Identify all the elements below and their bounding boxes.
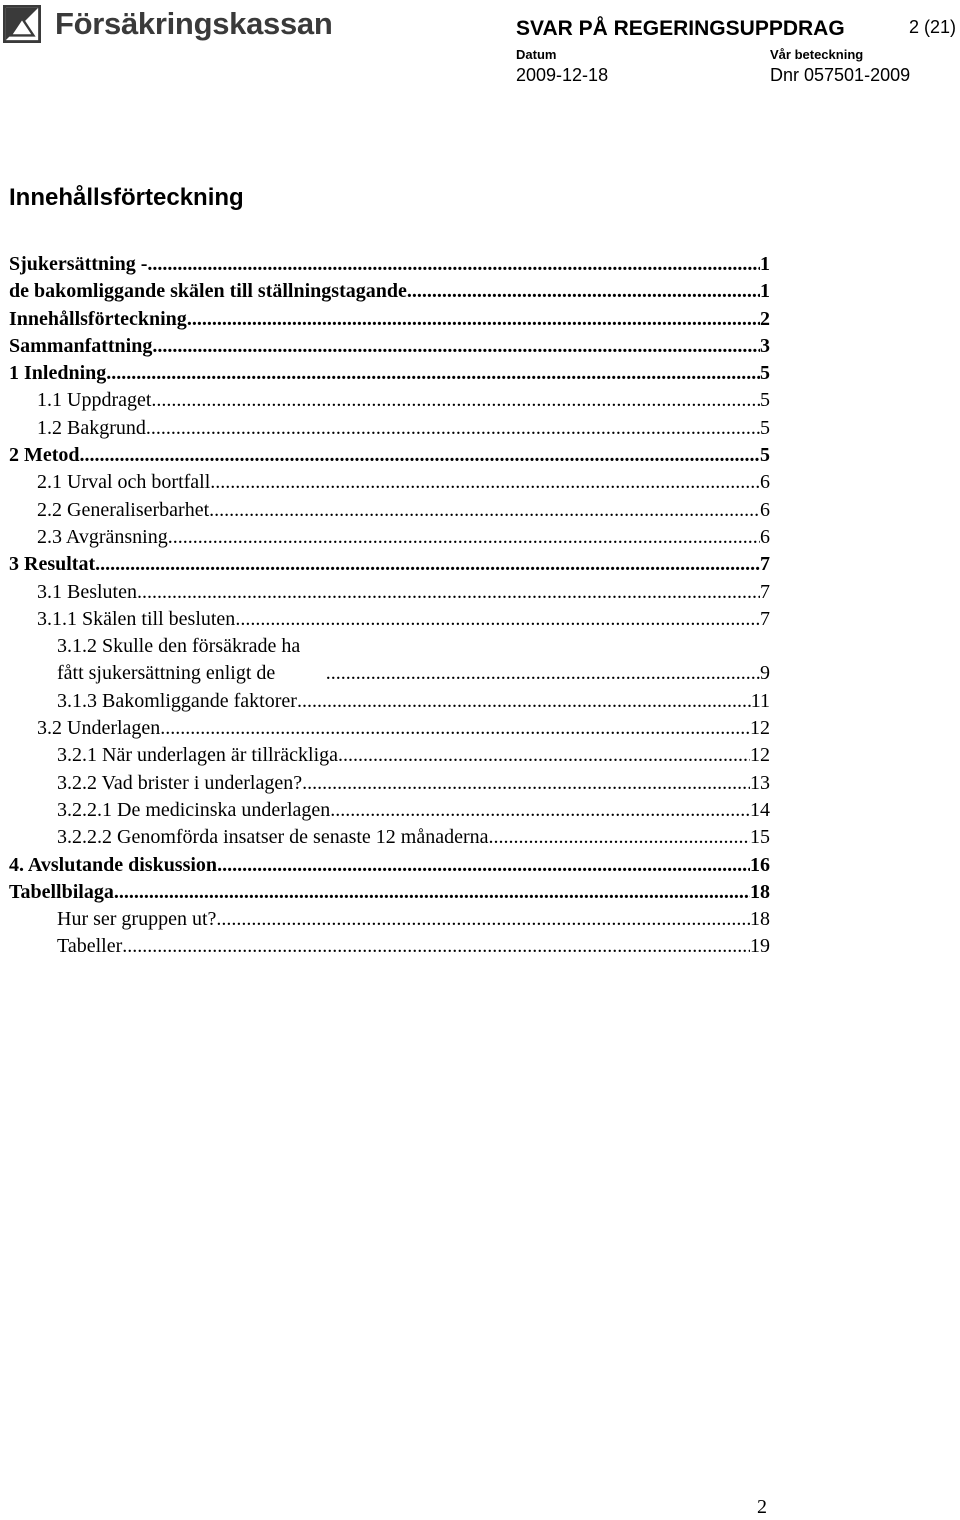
toc-entry-title: 4. Avslutande diskussion: [9, 853, 218, 876]
toc-entry-title: 3.1.1 Skälen till besluten: [37, 607, 236, 630]
toc-dot-leader: [137, 579, 760, 606]
toc-entry[interactable]: [0, 633, 770, 688]
toc-entry-title: de bakomliggande skälen till ställningstagande: [9, 280, 407, 303]
toc-dot-leader: [187, 306, 760, 333]
toc-dot-leader: [489, 824, 750, 851]
toc-entry-title: 2.1 Urval och bortfall: [37, 471, 211, 494]
toc-entry-title: Innehållsförteckning: [9, 307, 187, 330]
toc-entry-title: 2 Metod: [9, 444, 80, 467]
toc-entry[interactable]: [0, 852, 770, 879]
toc-entry-title: 3.1.3 Bakomliggande faktorer: [57, 689, 297, 712]
toc-dot-leader: [146, 415, 760, 442]
toc-entry[interactable]: [0, 497, 770, 524]
toc-entry-title: 2.2 Generaliserbarhet: [37, 498, 210, 521]
toc-entry-title: 3.1.2 Skulle den försäkrade ha fått sjukersättning enligt de: [57, 635, 301, 685]
toc-entry-page: 5: [760, 444, 770, 467]
toc-entry[interactable]: [0, 524, 770, 551]
toc-dot-leader: [80, 442, 760, 469]
toc-dot-leader: [147, 251, 760, 278]
toc-dot-leader: [160, 715, 750, 742]
toc-entry-page: 1: [760, 253, 770, 275]
toc-entry-title: 1.2 Bakgrund: [37, 416, 146, 439]
toc-dot-leader: [235, 606, 760, 633]
toc-entry-title: Sammanfattning: [9, 334, 153, 357]
page-counter: 2 (21): [908, 17, 956, 37]
toc-entry-title: Hur ser gruppen ut?: [57, 908, 217, 931]
toc-entry[interactable]: [0, 606, 770, 633]
toc-dot-leader: [297, 688, 751, 715]
toc-entry-page: 19: [750, 935, 770, 958]
toc-entry-page: 9: [760, 662, 770, 685]
toc-entry-title: Tabellbilaga: [9, 880, 114, 903]
toc-entry[interactable]: [0, 469, 770, 496]
table-of-contents: [0, 251, 780, 961]
toc-entry-page: 5: [760, 389, 770, 412]
toc-dot-leader: [407, 278, 760, 305]
toc-dot-leader: [330, 797, 750, 824]
forsakringskassan-logo-icon: [3, 5, 41, 43]
toc-entry-title: 3.1 Besluten: [37, 580, 137, 603]
toc-entry-title: 2.3 Avgränsning: [37, 525, 168, 548]
toc-dot-leader: [209, 497, 760, 524]
toc-entry[interactable]: [0, 879, 770, 906]
toc-entry[interactable]: [0, 387, 770, 414]
toc-entry-title: 1.1 Uppdraget: [37, 389, 152, 412]
toc-entry-page: 6: [760, 525, 770, 548]
toc-entry-title: 3.2 Underlagen: [37, 717, 161, 740]
toc-entry-page: 13: [750, 771, 770, 794]
toc-entry[interactable]: [0, 770, 770, 797]
toc-entry[interactable]: [0, 715, 770, 742]
toc-entry-page: 1: [760, 280, 770, 303]
date-label: Datum: [516, 47, 557, 62]
toc-entry-page: 6: [760, 498, 770, 521]
toc-dot-leader: [114, 879, 750, 906]
toc-dot-leader: [338, 742, 750, 769]
toc-dot-leader: [217, 852, 750, 879]
toc-entry[interactable]: [0, 688, 770, 715]
toc-entry[interactable]: [0, 551, 770, 578]
toc-entry[interactable]: [0, 906, 770, 933]
toc-entry-page: 5: [760, 416, 770, 439]
toc-entry[interactable]: [0, 360, 770, 387]
toc-dot-leader: [151, 387, 760, 414]
toc-entry-page: 12: [750, 717, 770, 740]
toc-entry-page: 18: [750, 908, 770, 931]
toc-entry[interactable]: [0, 415, 770, 442]
toc-entry-page: 18: [750, 880, 770, 903]
toc-entry-title: 3.2.2 Vad brister i underlagen?: [57, 771, 303, 794]
toc-entry-title: Sjukersättning -: [9, 253, 148, 275]
toc-dot-leader: [152, 333, 760, 360]
toc-entry[interactable]: [0, 742, 770, 769]
document-title: SVAR PÅ REGERINGSUPPDRAG: [516, 17, 845, 40]
toc-dot-leader: [122, 933, 750, 960]
toc-entry-title: 3 Resultat: [9, 553, 96, 576]
toc-entry[interactable]: [0, 306, 770, 333]
toc-heading: Innehållsförteckning: [9, 184, 244, 211]
reference-label: Vår beteckning: [770, 47, 864, 62]
toc-dot-leader: [168, 524, 760, 551]
toc-entry-page: 16: [750, 853, 770, 876]
toc-entry[interactable]: [0, 278, 770, 305]
logo-text: Försäkringskassan: [55, 6, 333, 41]
toc-entry-page: 2: [760, 307, 770, 330]
toc-entry-title: 3.2.2.1 De medicinska underlagen: [57, 798, 331, 821]
toc-dot-leader: [326, 660, 760, 687]
toc-entry-page: 15: [750, 826, 770, 849]
toc-entry-title: 3.2.2.2 Genomförda insatser de senaste 12 månaderna: [57, 826, 489, 849]
toc-dot-leader: [95, 551, 760, 578]
toc-entry-page: 7: [760, 553, 770, 576]
toc-entry-title: 1 Inledning: [9, 362, 107, 385]
toc-entry-page: 11: [750, 689, 770, 712]
toc-entry[interactable]: [0, 824, 770, 851]
toc-dot-leader: [216, 906, 750, 933]
header-logo: [3, 4, 333, 44]
reference-value: Dnr 057501-2009: [770, 65, 911, 85]
toc-entry-title: Tabeller: [57, 935, 123, 958]
toc-entry-page: 12: [750, 744, 770, 767]
toc-entry[interactable]: [0, 251, 770, 278]
toc-entry-page: 6: [760, 471, 770, 494]
date-value: 2009-12-18: [516, 65, 609, 85]
toc-entry[interactable]: [0, 797, 770, 824]
toc-entry-page: 14: [750, 798, 770, 821]
toc-entry-title: 3.2.1 När underlagen är tillräckliga: [57, 744, 338, 767]
toc-entry-page: 3: [760, 334, 770, 357]
toc-entry-page: 5: [760, 362, 770, 385]
toc-dot-leader: [210, 469, 760, 496]
toc-entry[interactable]: [0, 442, 770, 469]
toc-entry[interactable]: [0, 579, 770, 606]
toc-entry-page: 7: [760, 607, 770, 630]
toc-entry-page: 7: [760, 580, 770, 603]
toc-entry[interactable]: [0, 933, 770, 960]
toc-entry[interactable]: [0, 333, 770, 360]
toc-dot-leader: [106, 360, 760, 387]
toc-dot-leader: [302, 770, 750, 797]
footer-page-number: 2: [757, 1496, 767, 1518]
